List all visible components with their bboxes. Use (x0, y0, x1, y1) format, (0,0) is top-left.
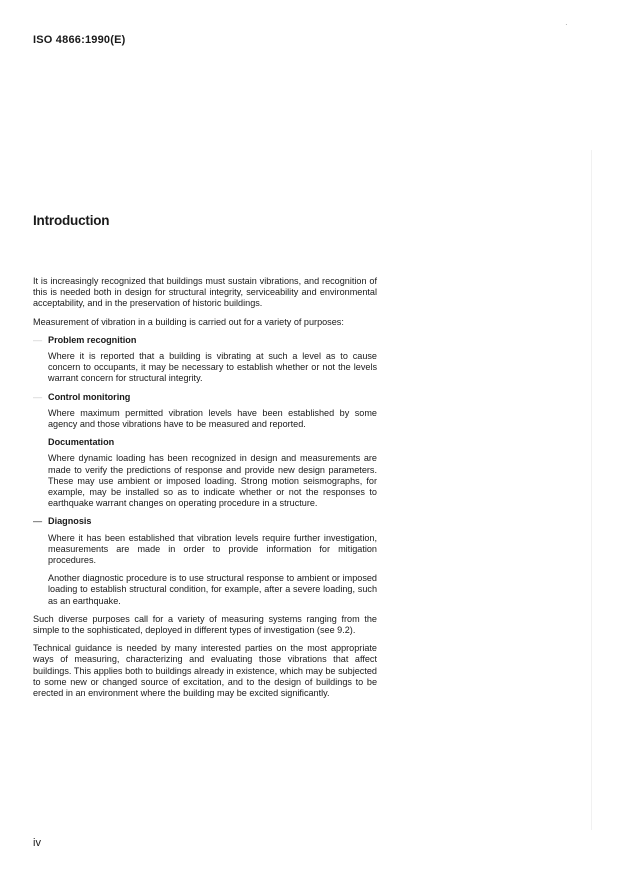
list-dash: — (33, 334, 43, 345)
item-paragraph: Where maximum permitted vibration levels have been established by some agency and those vibrations have to be measured and reported. (48, 407, 377, 430)
closing-paragraph-2: Technical guidance is needed by many interested parties on the most appropriate ways of measuring, characterizing and evaluating those vibrations that affect buildings. This applies both to buildings already in existence, which may be subjected to some new or changed source of excitation, and to the design of buildings to be erected in an environment where the building may be excited significantly. (33, 643, 377, 699)
scan-artifact-line (591, 150, 592, 830)
document-code-header: ISO 4866:1990(E) (33, 34, 126, 46)
closing-paragraph-1: Such diverse purposes call for a variety of measuring systems ranging from the simple to the sophisticated, deployed in different types of investigation (see 9.2). (33, 613, 377, 636)
item-heading: Problem recognition (48, 334, 137, 345)
item-paragraph: Where it has been established that vibration levels require further investigation, measurements are made in order to provide information for mitigation procedures. (48, 532, 377, 566)
list-dash: — (33, 516, 43, 527)
intro-paragraph-2: Measurement of vibration in a building is carried out for a variety of purposes: (33, 316, 344, 327)
item-heading: Control monitoring (48, 391, 131, 402)
list-item-documentation (33, 437, 377, 509)
list-item-diagnosis (33, 516, 377, 606)
section-title: Introduction (33, 213, 110, 228)
item-heading: Documentation (48, 437, 115, 448)
item-paragraph: Where dynamic loading has been recognized in design and measurements are made to verify the predictions of response and provide new design parameters. These may use ambient or imposed loading. Strong motion seismographs, for example, may be installed so as to indicate whether or not the responses to earthquake warrant changes on operating procedure in a structure. (48, 453, 377, 509)
intro-paragraph-1: It is increasingly recognized that buildings must sustain vibrations, and recognition of this is needed both in design for structural integrity, serviceability and environmental acceptability, and in the preservation of historic buildings. (33, 276, 377, 309)
list-item-problem-recognition (33, 335, 377, 385)
list-dash: — (33, 391, 43, 402)
item-paragraph: Where it is reported that a building is vibrating at such a level as to cause concern to occupants, it may be necessary to establish whether or not the levels warrant concern for structural integrity. (48, 351, 377, 384)
body-text (33, 276, 377, 706)
corner-mark: · (565, 20, 568, 29)
page-number: iv (33, 837, 41, 849)
item-paragraph: Another diagnostic procedure is to use structural response to ambient or imposed loading to establish structural condition, for example, after a severe loading, such as an earthquake. (48, 573, 377, 606)
list-item-control-monitoring (33, 392, 377, 431)
item-heading: Diagnosis (48, 516, 92, 527)
